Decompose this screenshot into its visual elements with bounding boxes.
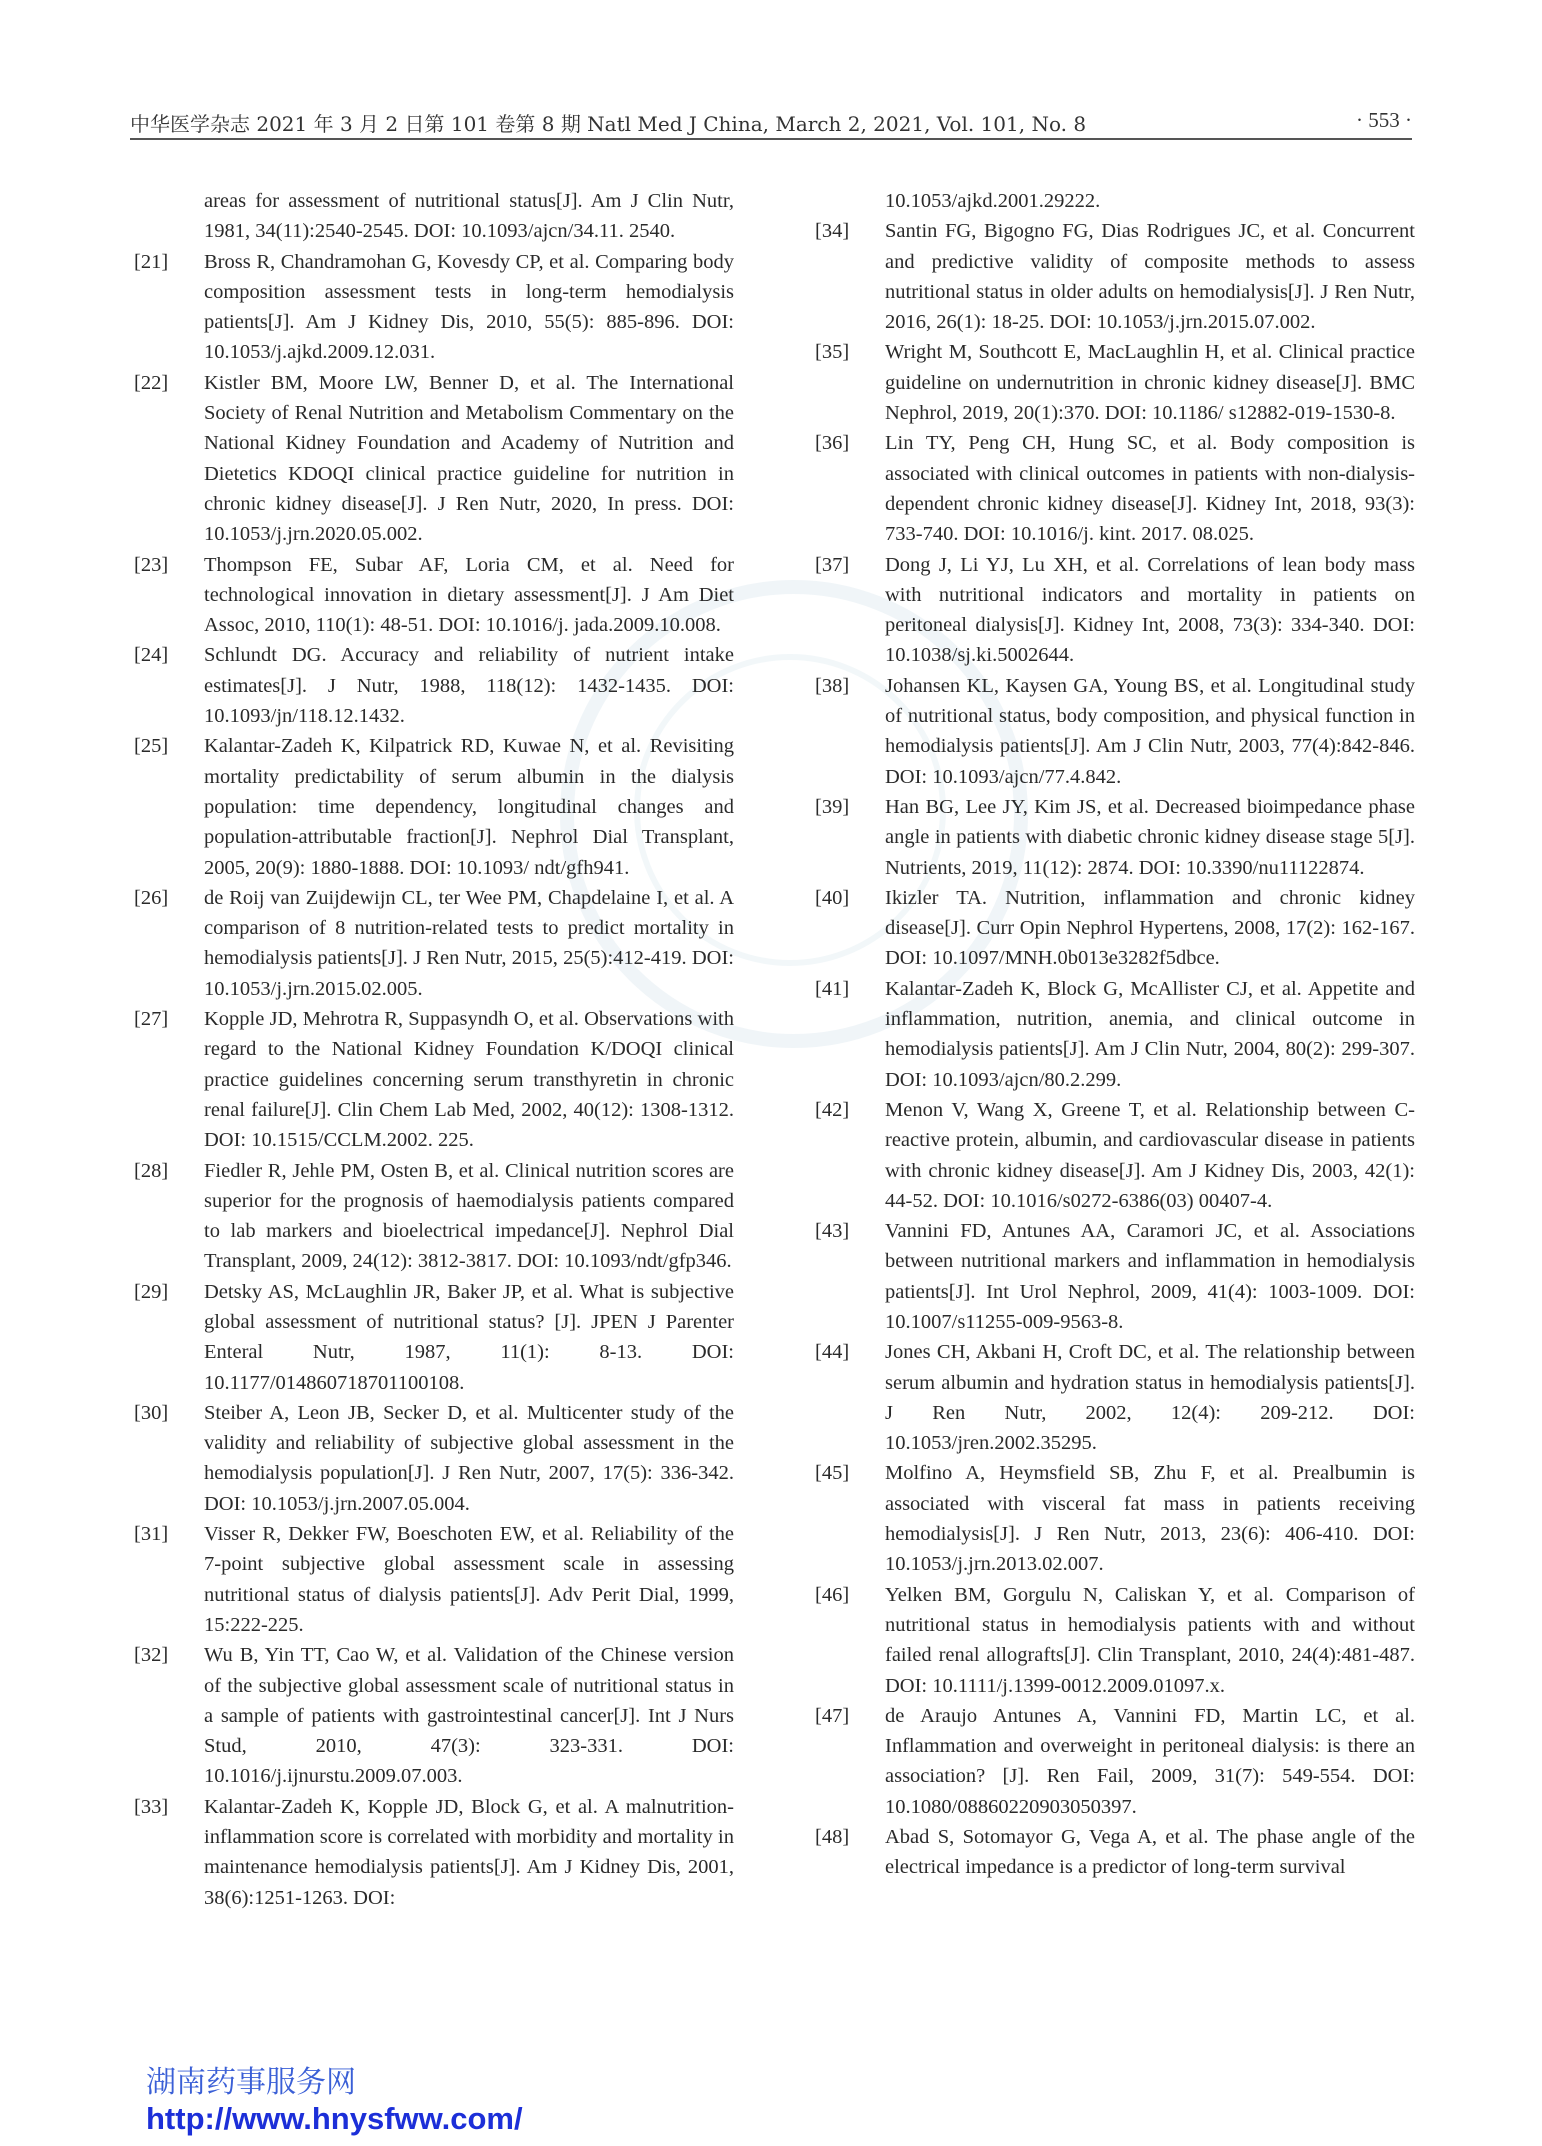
reference-number: [42] — [815, 1098, 850, 1121]
reference-number: [35] — [815, 341, 850, 364]
reference-number: [23] — [134, 553, 169, 576]
reference-number: [27] — [134, 1008, 169, 1031]
reference-number: [26] — [134, 886, 169, 909]
reference-number: [40] — [815, 886, 850, 909]
reference-text: Lin TY, Peng CH, Hung SC, et al. Body composition is associated with clinical outcomes in patients with non-dialysis-dependent chronic kidney disease[J]. Kidney Int, 2018, 93(3): 733-740. DOI: 10.1016/j. kint. 2017. 08.025. — [885, 432, 1415, 546]
reference-number: [45] — [815, 1462, 850, 1485]
reference-entry — [134, 1004, 734, 1155]
reference-text: de Roij van Zuijdewijn CL, ter Wee PM, Chapdelaine I, et al. A comparison of 8 nutrition-related tests to predict mortality in hemodialysis patients[J]. J Ren Nutr, 2015, 25(5):412-419. DOI: 10.1053/j.jrn.2015.02.005. — [204, 886, 734, 1000]
reference-text: Vannini FD, Antunes AA, Caramori JC, et al. Associations between nutritional markers and inflammation in hemodialysis patients[J]. Int Urol Nephrol, 2009, 41(4): 1003-1009. DOI: 10.1007/s11255-009-9563-8. — [885, 1220, 1415, 1333]
reference-text: Fiedler R, Jehle PM, Osten B, et al. Clinical nutrition scores are superior for the prognosis of haemodialysis patients compared to lab markers and bioelectrical impedance[J]. Nephrol Dial Transplant, 2009, 24(12): 3812-3817. DOI: 10.1093/ndt/gfp346. — [204, 1159, 734, 1273]
reference-text: areas for assessment of nutritional status[J]. Am J Clin Nutr, 1981, 34(11):2540-2545. DOI: 10.1093/ajcn/34.11. 2540. — [204, 190, 734, 243]
footer-site-name: 湖南药事服务网 — [146, 2065, 356, 2100]
reference-text: Menon V, Wang X, Greene T, et al. Relationship between C-reactive protein, albumin, and cardiovascular disease in patients with chronic kidney disease[J]. Am J Kidney Dis, 2003, 42(1): 44-52. DOI: 10.1016/s0272-6386(03) 00407-4. — [885, 1098, 1415, 1212]
reference-number: [24] — [134, 644, 169, 667]
reference-text: Jones CH, Akbani H, Croft DC, et al. The relationship between serum albumin and hydration status in hemodialysis patients[J]. J Ren Nutr, 2002, 12(4): 209-212. DOI: 10.1053/jren.2002.35295. — [885, 1341, 1415, 1455]
reference-text: Molfino A, Heymsfield SB, Zhu F, et al. Prealbumin is associated with visceral fat mass in patients receiving hemodialysis[J]. J Ren Nutr, 2013, 23(6): 406-410. DOI: 10.1053/j.jrn.2013.02.007. — [885, 1462, 1415, 1576]
reference-text: Thompson FE, Subar AF, Loria CM, et al. Need for technological innovation in dietary assessment[J]. J Am Diet Assoc, 2010, 110(1): 48-51. DOI: 10.1016/j. jada.2009.10.008. — [204, 553, 734, 637]
reference-number: [34] — [815, 220, 850, 243]
reference-number: [44] — [815, 1341, 850, 1364]
reference-number: [36] — [815, 432, 850, 455]
reference-text: Dong J, Li YJ, Lu XH, et al. Correlations of lean body mass with nutritional indicators and mortality in patients on peritoneal dialysis[J]. Kidney Int, 2008, 73(3): 334-340. DOI: 10.1038/sj.ki.5002644. — [885, 553, 1415, 667]
reference-entry — [134, 1519, 734, 1640]
reference-text: Johansen KL, Kaysen GA, Young BS, et al. Longitudinal study of nutritional status, body composition, and physical function in hemodialysis patients[J]. Am J Clin Nutr, 2003, 77(4):842-846. DOI: 10.1093/ajcn/77.4.842. — [885, 674, 1415, 788]
reference-entry — [134, 883, 734, 1004]
reference-entry — [815, 671, 1415, 792]
footer-url[interactable]: http://www.hnysfww.com/ — [146, 2101, 523, 2136]
reference-number: [25] — [134, 735, 169, 758]
reference-text: Steiber A, Leon JB, Secker D, et al. Multicenter study of the validity and reliability of subjective global assessment in the hemodialysis population[J]. J Ren Nutr, 2007, 17(5): 336-342. DOI: 10.1053/j.jrn.2007.05.004. — [204, 1401, 734, 1515]
reference-number: [29] — [134, 1280, 169, 1303]
reference-text: Abad S, Sotomayor G, Vega A, et al. The phase angle of the electrical impedance is a predictor of long-term survival — [885, 1826, 1415, 1879]
reference-number: [30] — [134, 1401, 169, 1424]
reference-entry — [815, 1580, 1415, 1701]
reference-entry — [815, 1095, 1415, 1216]
reference-entry — [815, 792, 1415, 883]
reference-number: [43] — [815, 1220, 850, 1243]
reference-entry — [815, 974, 1415, 1095]
reference-entry — [134, 550, 734, 641]
reference-text: Kopple JD, Mehrotra R, Suppasyndh O, et al. Observations with regard to the National Kidney Foundation K/DOQI clinical practice guidelines concerning serum transthyretin in chronic renal failure[J]. Clin Chem Lab Med, 2002, 40(12): 1308-1312. DOI: 10.1515/CCLM.2002. 225. — [204, 1008, 734, 1152]
reference-text: Kalantar-Zadeh K, Kilpatrick RD, Kuwae N, et al. Revisiting mortality predictability of serum albumin in the dialysis population: time dependency, longitudinal changes and population-attributable fraction[J]. Nephrol Dial Transplant, 2005, 20(9): 1880-1888. DOI: 10.1093/ ndt/gfh941. — [204, 735, 734, 879]
reference-entry — [815, 550, 1415, 671]
reference-text: Kistler BM, Moore LW, Benner D, et al. The International Society of Renal Nutrition and Metabolism Commentary on the National Kidney Foundation and Academy of Nutrition and Dietetics KDOQI clinical practice guideline for nutrition in chronic kidney disease[J]. J Ren Nutr, 2020, In press. DOI: 10.1053/j.jrn.2020.05.002. — [204, 371, 734, 546]
running-header — [130, 102, 1412, 140]
reference-entry — [815, 428, 1415, 549]
reference-text: Santin FG, Bigogno FG, Dias Rodrigues JC, et al. Concurrent and predictive validity of composite methods to assess nutritional status in older adults on hemodialysis[J]. J Ren Nutr, 2016, 26(1): 18-25. DOI: 10.1053/j.jrn.2015.07.002. — [885, 220, 1415, 334]
reference-entry — [134, 1640, 734, 1791]
reference-text: Bross R, Chandramohan G, Kovesdy CP, et al. Comparing body composition assessment tests in long-term hemodialysis patients[J]. Am J Kidney Dis, 2010, 55(5): 885-896. DOI: 10.1053/j.ajkd.2009.12.031. — [204, 250, 734, 364]
reference-text: Han BG, Lee JY, Kim JS, et al. Decreased bioimpedance phase angle in patients with diabetic chronic kidney disease stage 5[J]. Nutrients, 2019, 11(12): 2874. DOI: 10.3390/nu11122874. — [885, 795, 1415, 879]
reference-entry — [815, 1458, 1415, 1579]
reference-text: Wu B, Yin TT, Cao W, et al. Validation of the Chinese version of the subjective global assessment scale of nutritional status in a sample of patients with gastrointestinal cancer[J]. Int J Nurs Stud, 2010, 47(3): 323-331. DOI: 10.1016/j.ijnurstu.2009.07.003. — [204, 1644, 734, 1788]
reference-text: Kalantar-Zadeh K, Kopple JD, Block G, et al. A malnutrition-inflammation score is correlated with morbidity and mortality in maintenance hemodialysis patients[J]. Am J Kidney Dis, 2001, 38(6):1251-1263. DOI: — [204, 1795, 734, 1909]
reference-number: [41] — [815, 977, 850, 1000]
reference-entry — [134, 731, 734, 882]
reference-text: Detsky AS, McLaughlin JR, Baker JP, et al. What is subjective global assessment of nutritional status? [J]. JPEN J Parenter Enteral Nutr, 1987, 11(1): 8-13. DOI: 10.1177/014860718701100108. — [204, 1280, 734, 1394]
reference-number: [22] — [134, 371, 169, 394]
reference-number: [31] — [134, 1523, 169, 1546]
reference-entry — [815, 1701, 1415, 1822]
journal-citation-line: 中华医学杂志 2021 年 3 月 2 日第 101 卷第 8 期 Natl Med J China, March 2, 2021, Vol. 101, No. 8 — [130, 112, 1087, 136]
reference-number: [47] — [815, 1704, 850, 1727]
reference-text: Schlundt DG. Accuracy and reliability of nutrient intake estimates[J]. J Nutr, 1988, 118(12): 1432-1435. DOI: 10.1093/jn/118.12.1432. — [204, 644, 734, 728]
reference-entry — [134, 368, 734, 550]
reference-text: Wright M, Southcott E, MacLaughlin H, et al. Clinical practice guideline on undernutrition in chronic kidney disease[J]. BMC Nephrol, 2019, 20(1):370. DOI: 10.1186/ s12882-019-1530-8. — [885, 341, 1415, 425]
reference-number: [33] — [134, 1795, 169, 1818]
footer-watermark — [146, 2065, 523, 2137]
reference-text: Yelken BM, Gorgulu N, Caliskan Y, et al. Comparison of nutritional status in hemodialysis patients with and without failed renal allografts[J]. Clin Transplant, 2010, 24(4):481-487. DOI: 10.1111/j.1399-0012.2009.01097.x. — [885, 1583, 1415, 1697]
reference-entry — [134, 640, 734, 731]
reference-number: [48] — [815, 1826, 850, 1849]
reference-entry — [134, 1277, 734, 1398]
reference-number: [39] — [815, 795, 850, 818]
reference-entry — [134, 1156, 734, 1277]
reference-entry — [815, 1337, 1415, 1458]
reference-entry — [815, 883, 1415, 974]
reference-text: Visser R, Dekker FW, Boeschoten EW, et al. Reliability of the 7-point subjective global assessment scale in assessing nutritional status of dialysis patients[J]. Adv Perit Dial, 1999, 15:222-225. — [204, 1523, 734, 1636]
page-number: · 553 · — [1356, 108, 1412, 132]
reference-number: [32] — [134, 1644, 169, 1667]
reference-text: de Araujo Antunes A, Vannini FD, Martin LC, et al. Inflammation and overweight in peritoneal dialysis: is there an association? [J]. Ren Fail, 2009, 31(7): 549-554. DOI: 10.1080/08860220903050397. — [885, 1704, 1415, 1818]
reference-number: [46] — [815, 1583, 850, 1606]
reference-entry — [134, 1398, 734, 1519]
reference-entry — [815, 186, 1415, 216]
left-column-references — [134, 186, 734, 1913]
reference-text: Kalantar-Zadeh K, Block G, McAllister CJ, et al. Appetite and inflammation, nutrition, anemia, and clinical outcome in hemodialysis patients[J]. Am J Clin Nutr, 2004, 80(2): 299-307. DOI: 10.1093/ajcn/80.2.299. — [885, 977, 1415, 1091]
reference-entry — [815, 337, 1415, 428]
reference-number: [37] — [815, 553, 850, 576]
reference-entry — [815, 1216, 1415, 1337]
reference-text: Ikizler TA. Nutrition, inflammation and chronic kidney disease[J]. Curr Opin Nephrol Hypertens, 2008, 17(2): 162-167. DOI: 10.1097/MNH.0b013e3282f5dbce. — [885, 886, 1415, 970]
reference-entry — [134, 186, 734, 247]
reference-number: [21] — [134, 250, 169, 273]
reference-text: 10.1053/ajkd.2001.29222. — [885, 190, 1101, 212]
reference-number: [38] — [815, 674, 850, 697]
reference-entry — [134, 247, 734, 368]
reference-number: [28] — [134, 1159, 169, 1182]
right-column-references — [815, 186, 1415, 1883]
reference-entry — [134, 1792, 734, 1913]
reference-entry — [815, 1822, 1415, 1883]
reference-entry — [815, 216, 1415, 337]
